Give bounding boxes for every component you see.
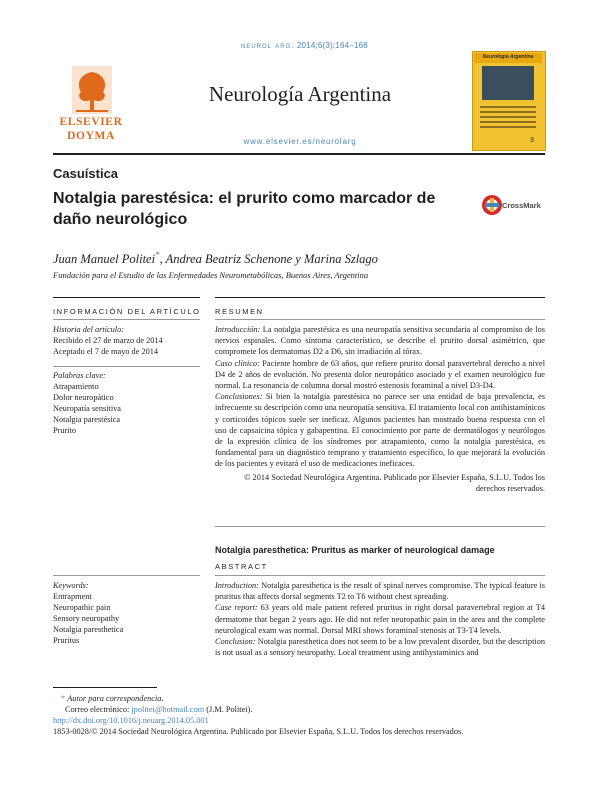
- info-divider: [53, 366, 200, 367]
- publisher-logo-line2: DOYMA: [67, 130, 115, 142]
- publisher-logo-line1: ELSEVIER: [59, 116, 123, 128]
- info-sub-rule: [53, 319, 200, 320]
- info-heading: INFORMACIÓN DEL ARTÍCULO: [53, 307, 201, 316]
- crossmark-icon[interactable]: [481, 194, 503, 216]
- elsevier-tree-icon: [72, 66, 112, 114]
- abstract-sub-rule: [215, 575, 545, 576]
- abstract-heading: ABSTRACT: [215, 562, 268, 571]
- info-top-rule: [53, 297, 200, 298]
- email-line: [53, 704, 545, 715]
- email-link[interactable]: jpolitei@hotmail.com: [131, 705, 205, 714]
- cover-title: Neurología Argentina: [482, 54, 534, 60]
- keywords-en-label: Keywords:: [53, 581, 89, 590]
- header-rule: [53, 153, 545, 155]
- keyword-en-item: Pruritus: [53, 636, 80, 645]
- journal-citation[interactable]: [241, 41, 531, 50]
- resumen-bottom-rule: [215, 526, 545, 527]
- history-label: Historia del artículo:: [53, 325, 124, 334]
- keywords-en-rule: [53, 575, 200, 576]
- issn-line: 1853-0028/© 2014 Sociedad Neurológica Argentina. Publicado por Elsevier España, S.L.U. Todos los derechos reservados.: [53, 727, 464, 736]
- accepted-date: Aceptado el 7 de mayo de 2014: [53, 347, 159, 356]
- abstract-body: [215, 580, 545, 672]
- article-title: Notalgia parestésica: el prurito como marcador de daño neurológico: [53, 190, 436, 228]
- cover-text-lines: [480, 106, 536, 131]
- footnote-rule: [53, 687, 157, 688]
- doi-link[interactable]: http://dx.doi.org/10.1016/j.neuarg.2014.05.001: [53, 716, 209, 725]
- keyword-en-item: Sensory neuropathy: [53, 614, 120, 623]
- received-date: Recibido el 27 de marzo de 2014: [53, 336, 163, 345]
- keyword-en-item: Notalgia paresthetica: [53, 625, 124, 634]
- keywords-en: [53, 580, 203, 646]
- journal-url[interactable]: www.elsevier.es/neurolarg: [243, 137, 357, 146]
- resumen-intro: Introducción: La notalgia parestésica es una neuropatía sensitiva secundaria al compromiso de los nervios espinales. Como síntoma característico, se describe el prurito dorsal asimétrico, que compromete los dermatomas D2 a D6, sin irradiación al tórax.: [215, 325, 545, 357]
- citation-journal: neurol arg.: [241, 41, 295, 50]
- keyword-item: Notalgia parestésica: [53, 415, 121, 424]
- abstract-intro: Introduction: Notalgia paresthetica is the result of spinal nerves compromise. The typical feature is pruritus that affects dorsal segments T2 to T6 without chest spreading.: [215, 581, 545, 602]
- resumen-top-rule: [215, 297, 545, 298]
- keyword-en-item: Neuropathic pain: [53, 603, 111, 612]
- section-label: Casuística: [53, 166, 119, 181]
- resumen-conclusions: Conclusiones: Si bien la notalgia parestésica no parece ser una entidad de baja prevalencia, es infrecuente su descripción como una neuropatía sensitiva. El tratamiento local con antihistamínicos y corticoides tópicos suele ser ineficaz. Algunos pacientes han mostrado buena respuesta con el uso de capsaicina tópica y gabapentina. El conocimiento por parte de dermatólogos y neurólogos de la expresión clínica de los síndromes por atrapamiento, como la notalgia parestésica, es fundamental para un diagnóstico temprano y tratamiento específico, lo que mejorará la evolución de los pacientes y evitará el uso de medicaciones ineficaces.: [215, 392, 546, 469]
- affiliation: Fundación para el Estudio de las Enfermedades Neurometabólicas, Buenos Aires, Argentina: [53, 270, 369, 280]
- corresponding-label: Autor para correspondencia.: [67, 694, 164, 703]
- crossmark-label[interactable]: CrossMark: [502, 201, 541, 210]
- resumen-case: Caso clínico: Paciente hombre de 63 años, que refiere prurito dorsal paravertebral derecho a nivel D4 de 2 años de evolución. No presenta dolor neuropático asociado y el examen neurológico fue normal. La resonancia de columna dorsal mostró estenosis foraminal a nivel D3-D4.: [215, 358, 545, 391]
- resumen-copyright: © 2014 Sociedad Neurológica Argentina. Publicado por Elsevier España, S.L.U. Todos los derechos reservados.: [244, 472, 545, 493]
- resumen-heading: RESUMEN: [215, 307, 264, 316]
- abstract-case: Case report: 63 years old male patient refered pruritus in right dorsal paravertebral region at T4 dermatome that began 2 years ago. He did not refer neuropathic pain in the area and the complete neurological exam was normal. Dorsal MRI shows foraminal stenosis at T3-T4 levels.: [215, 603, 545, 635]
- footnote-star: *: [61, 694, 66, 703]
- author-list: [53, 250, 378, 267]
- english-title: Notalgia paresthetica: Pruritus as marker of neurological damage: [215, 545, 495, 555]
- keyword-item: Atrapamiento: [53, 382, 99, 391]
- citation-volume: 2014;6(3):164–168: [296, 41, 368, 50]
- abstract-conclusion: Conclusion: Notalgia paresthetica does not seem to be a low prevalent disorder, but the description is not usual as a sensory neuropathy. Local treatment using antihystaminics and: [215, 637, 545, 658]
- author-rest: , Andrea Beatriz Schenone y Marina Szlago: [159, 252, 378, 267]
- journal-title: Neurología Argentina: [208, 82, 392, 106]
- keywords-label: Palabras clave:: [53, 371, 106, 380]
- keyword-item: Dolor neuropático: [53, 393, 114, 402]
- keywords-es: [53, 370, 203, 436]
- resumen-body: [215, 324, 545, 494]
- keyword-item: Neuropatía sensitiva: [53, 404, 121, 413]
- email-label: Correo electrónico:: [65, 705, 130, 714]
- corresponding-star[interactable]: *: [155, 250, 160, 260]
- author-main[interactable]: Juan Manuel Politei: [53, 252, 156, 267]
- corresponding-note: [53, 693, 545, 704]
- keyword-en-item: Entrapment: [53, 592, 92, 601]
- article-history: [53, 324, 203, 357]
- resumen-sub-rule: [215, 319, 545, 320]
- email-suffix: (J.M. Politei).: [204, 705, 253, 714]
- footnotes: [53, 693, 545, 737]
- cover-image: [482, 66, 534, 100]
- keyword-item: Prurito: [53, 426, 77, 435]
- cover-issue: 3: [530, 137, 534, 144]
